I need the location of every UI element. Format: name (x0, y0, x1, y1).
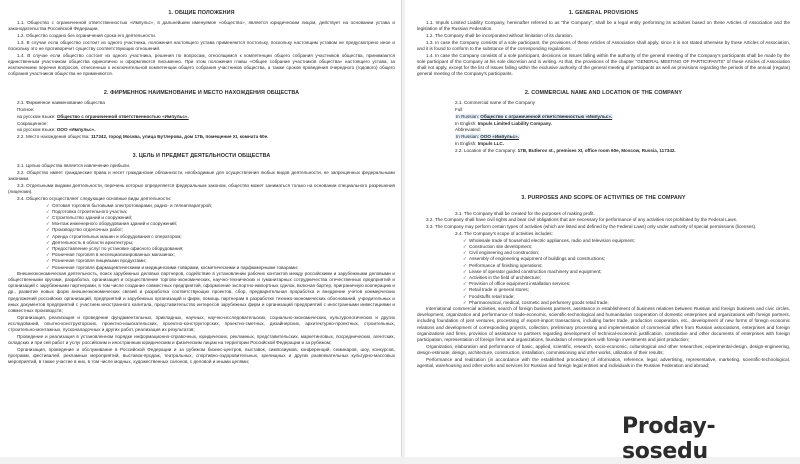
name-line-highlight (455, 134, 520, 139)
paragraph: Проведение и реализация в установленном порядке информационно-справочных, юридических, рекламных, представительских, маркетинговых, посреднических, агентских, складских и при сей работ и услуг российским и иностранным юридическим и физическим лицам на территории Российской Федерации и за рубежом; (8, 334, 395, 346)
label: Abbreviated: (455, 127, 481, 133)
name-line (8, 114, 395, 120)
paragraph: 3.1. Целью общества является извлечение прибыли. (17, 162, 131, 168)
list-item: ✓ Подготовка строительного участка; (46, 209, 395, 215)
name-line (417, 141, 790, 147)
list-item: ✓ Монтаж инженерного оборудования зданий и сооружений; (46, 221, 395, 227)
label: Full (455, 107, 463, 112)
list-item: ✓ Civil engineering and construction; (463, 250, 790, 256)
paragraph: 3.2. Общество имеет гражданские права и несет гражданские обязанности, необходимые для осуществления любых видов деятельности, не запрещенных федеральными законами. (8, 169, 395, 181)
paragraph: 1.2. Общество создано без ограничения срока его деятельности. (17, 33, 157, 38)
english-page (405, 0, 800, 457)
paragraph: 2.1. Commercial name of the Company (455, 100, 535, 106)
list-item: ✓ Деятельность в области архитектуры; (46, 240, 395, 246)
paragraph: Внешнеэкономическая деятельность, поиск зарубежных деловых партнеров, содействие в установлении рабочих контактов между российскими и зарубежными деловыми и общественными кругами, разработка, организация и осуществление торгово-экономических, научно-технических и гуманитарных сотрудничества отечественных предприятий и организаций с зарубежными партнерами, в том числе создание совместных предприятий, оформление экспортно-импортных сделок, включая бартер, приграничную кооперацию и др., развитие новых форм внешнеэкономических связей и разработка соответствующих проектов, сбор, предварительная проработка и внедрение учетов коммерческих предложений российских организаций, предприятий и зарубежных организаций и фирм, помощь партнерам в разработке технико-экономических обоснований, учредительных и иных документов предприятий с участием иностранного капитала, представительство интересов зарубежных фирм и организаций предприятий с иностранными инвестициями и совместных производств; (8, 270, 395, 314)
paragraph: 3.3. Отдельными видами деятельности, перечень которых определяется федеральным законом, общество может заниматься только на основании специального разрешения (лицензии). (8, 182, 395, 194)
paragraph: 3.4. Общество осуществляет следующие основные виды деятельности: (17, 195, 172, 201)
list-item: ✓ Розничная торговля пищевыми продуктами; (46, 258, 395, 264)
paragraph: 3.1. The Company shall be created for the purposes of making profit. (455, 210, 595, 216)
address-line (417, 148, 790, 154)
name-line (417, 114, 790, 120)
label: In Russian: (456, 113, 481, 119)
list-item: ✓ Assembly of engineering equipment of buildings and constructions; (463, 256, 790, 262)
list-item: ✓ Performance of finishing operations; (463, 263, 790, 269)
address-line (8, 134, 395, 140)
company-full-name: Общество с ограниченной ответственностью «Импульс». (56, 113, 189, 119)
section-title: 2. COMMERCIAL NAME AND LOCATION OF THE COMPANY (524, 90, 683, 97)
paragraph: 3.2. The Company shall have civil rights and bear civil obligations that are necessary for performance of any activities not prohibited by the Federal Laws. (426, 217, 738, 223)
name-line-highlight (455, 114, 613, 119)
paragraph: 3.3. The Company may perform certain types of activities (which are listed and defined by the Federal Laws) only under authority of special permissions (licenses). (426, 224, 757, 230)
company-address: 117342, город Москва, улица Бутлерова, дом 17Б, помещение XI, комната 60е. (90, 134, 269, 140)
activities-list (8, 203, 395, 271)
list-item: ✓ Lease of operator guided construction machinery and equipment; (463, 269, 790, 275)
company-short-name-ru: ООО «Импульс». (480, 134, 519, 140)
company-address: 17B, Butlerov st., premises XI, office room 60e, Moscow, Russia, 117342. (517, 147, 676, 153)
list-item: ✓ Строительство зданий и сооружений; (46, 215, 395, 221)
section-title: 1. GENERAL PROVISIONS (568, 10, 639, 16)
list-item: ✓ Activities in the field of architecture; (463, 275, 790, 281)
list-item: ✓ Provision of office equipment installation services; (463, 281, 790, 287)
company-short-name-en: Impuls LLC. (477, 140, 505, 146)
label: 2.2. Место нахождения общества: (17, 134, 91, 140)
paragraph: Организация, проведение и обслуживание в Российской Федерации и за рубежом бизнес-центров, выставок, симпозиумов, конференций, семинаров, шоу, конкурсов, программ, фестивалей, рекламных мероприятий, выставок-продаж, театральных, спортивно-оздоровительных, зрелищных и других развлекательных культурно-массовых мероприятий, в также участие в них, в том числе модных, художественных салонов, с деловой и иными целями; (8, 347, 395, 365)
list-item: ✓ Retail trade in general stores; (463, 287, 790, 293)
paragraph: 3.4. The Company's scope of activities includes: (455, 230, 553, 236)
name-line (417, 121, 790, 127)
section-title: 1. ОБЩИЕ ПОЛОЖЕНИЯ (168, 10, 235, 16)
list-item: ✓ Розничная торговля в неспециализированных магазинах; (46, 252, 395, 258)
paragraph: Performance and realization (in accordance with the established procedure) of information, reference, legal, advertising, representative, marketing, scientific-technological, agential, warehousing and other works and services for Russian and foreign legal entities and individuals in the Russian Federation and abroad; (417, 356, 790, 369)
paragraph: Организация, реализация и проведение фундаментальных, прикладных, научных, научно-исследовательских, социально-экономических, культурологических и других исследований, опытно-конструкторских, проектно-изыскательских, проектно-конструкторских, проектно-сметных, дизайнерских, архитектурно-проектных, строительных, строительно-монтажных, пусконаладочных и других работ, реализация их результатов; (8, 314, 395, 333)
paragraph: 1.3. In case the Company consists of a sole participant, the provisions of these Articles of Association shall apply, since it is not stated otherwise by these Articles of Association, and it is found to conform to the substance of the corresponding regulations. (417, 39, 790, 51)
paragraph: International commercial activities, search of foreign business partners, assistance in establishment of business relations between Russian and foreign business and civic circles, development, organization and performance of trade-economic, scientific-technological and humanitarian cooperation of domestic enterprises and organizations with foreign partners, including foundation of joint ventures, processing of export-import transactions, including barter trade, production cooperation, etc., development of new forms of foreign economic relations and development of corresponding projects, collection, preliminary processing and implementation of commercial offers from Russian associations, enterprises and foreign organizations and firms, provision of assistance to partners regarding development of technical-economic justification, constitutive and other documents of enterprises with foreign participation, representation of foreign firms and organizations, foundation of enterprises with foreign investments and joint production; (417, 306, 790, 343)
paragraph: 1.4. В случае если общество состоит из одного участника, решения по вопросам, относящимся к компетенции общего собрания участников общества, принимаются единственным участником общества единолично и оформляются письменно. При этом положения главы «Общее собрание участников общества» настоящего устава, за исключением перечня вопросов, отнесенных к исключительной компетенции общего собрания участников общества, а также сроков проведения очередного (годового) общего собрания участников общества не применяются. (8, 52, 395, 77)
activities-list (417, 238, 790, 306)
paragraph: 1.1. Общество с ограниченной ответственностью «Импульс», в дальнейшем именуемое «общество», является юридическим лицом, действует на основании устава и законодательства Российской Федерации. (8, 20, 395, 32)
section-title: 3. ЦЕЛЬ И ПРЕДМЕТ ДЕЯТЕЛЬНОСТИ ОБЩЕСТВА (132, 152, 271, 159)
label: In English: (455, 140, 478, 146)
list-item: ✓ Оптовая торговля бытовыми электротоварами, радио- и телеаппаратурой; (46, 203, 395, 209)
label: 2.2. Location of the Company: (455, 147, 518, 153)
paragraph: 2.1. Фирменное наименование общества (17, 100, 105, 106)
section-title: 3. PURPOSES AND SCOPE OF ACTIVITIES OF THE COMPANY (521, 194, 686, 201)
label: на русском языке: (17, 113, 57, 119)
list-item: ✓ Wholesale trade of household electric appliances, radio and television equipment; (463, 238, 790, 244)
list-item: ✓ Розничная торговля фармацевтическими и медицинскими товарами, косметическими и парфюмерными товарами; (46, 265, 395, 271)
list-item: ✓ Construction site development; (463, 244, 790, 250)
list-item: ✓ Foodstuffs retail trade; (463, 294, 790, 300)
list-item: ✓ Pharmaceutical, medical, cosmetic and perfumery goods retail trade; (463, 300, 790, 306)
company-short-name: ООО «Импульс». (56, 127, 96, 133)
company-full-name-en: Impuls Limited Liability Company. (477, 120, 552, 126)
paragraph: Organization, elaboration and performance of basic, applied, scientific, research, socio-economic, culturological and other researches, experimental-design, design-engineering, design-estimate, design, architecture, construction, installation, commissioning and other works, utilization of their results; (417, 343, 790, 356)
russian-page (0, 0, 402, 457)
list-item: ✓ Производство отделочных работ; (46, 227, 395, 233)
watermark (622, 414, 800, 464)
name-line (417, 134, 790, 140)
paragraph: 1.1. Impuls Limited Liability Company, hereinafter referred to as "the Company", shall be a legal entity performing its activities based on these Articles of Association and the legislation of the Russian Federation. (417, 20, 790, 32)
label: Полное: (17, 107, 35, 112)
label: на русском языке: (17, 127, 57, 133)
watermark-text: Proday-sosedu (622, 414, 716, 464)
paragraph: 1.2. The Company shall be incorporated without limitation of its duration. (426, 33, 573, 38)
list-item: ✓ Предоставление услуг по установке офисного оборудования; (46, 246, 395, 252)
label: In Russian: (456, 134, 481, 140)
section-title: 2. ФИРМЕННОЕ НАИМЕНОВАНИЕ И МЕСТО НАХОЖДЕНИЯ ОБЩЕСТВА (103, 90, 300, 97)
name-line (8, 127, 395, 133)
list-item: ✓ Аренда строительных машин и оборудования с оператором; (46, 234, 395, 240)
label: In English: (455, 120, 478, 126)
label: Сокращенное: (17, 120, 48, 126)
company-full-name-ru: Общество с ограниченной ответственностью «Импульс». (480, 113, 613, 119)
paragraph: 1.4. In case the Company consists of a sole participant, decisions on issues falling within the authority of the general meeting of the Company's participants shall be made by the sole participant of the Company at his sole discretion and in writing. At that, the provisions of the chapter "GENERAL MEETING OF PARTICIPANTS" of these Articles of Association shall not apply, except for the list of issues falling within the exclusive authority of the general meeting of participants as well as provisions regarding the periods of the annual (regular) general meeting of the Company's participants. (417, 52, 790, 77)
paragraph: 1.3. В случае если общество состоит из одного участника, положения настоящего устава применяются постольку, поскольку настоящим уставом не предусмотрено иное и поскольку это не противоречит существу соответствующих отношений. (8, 39, 395, 51)
